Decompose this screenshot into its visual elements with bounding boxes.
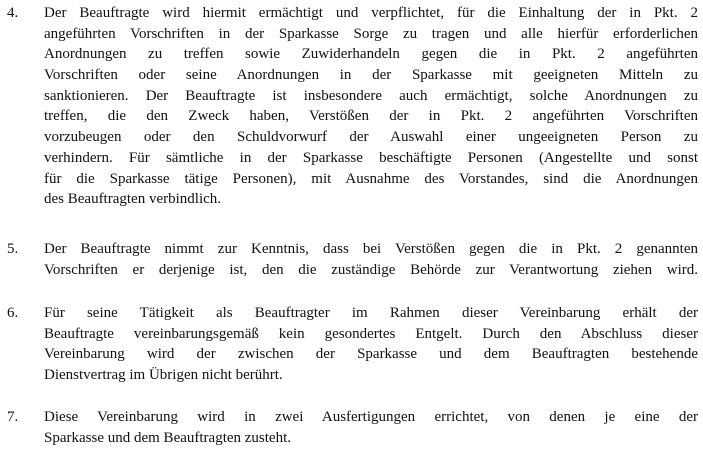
text-line: Vorschriften er derjenige ist, den die zuständige Behörde zur Verantwortung ziehen wird. — [44, 261, 698, 278]
clause-text — [44, 407, 698, 448]
text-line: Der Beauftragte nimmt zur Kenntnis, dass bei Verstößen gegen die in Pkt. 2 genannten — [44, 241, 698, 257]
text-line: Der Beauftragte wird hiermit ermächtigt und verpflichtet, für die Einhaltung der in Pkt. 2 — [44, 5, 698, 21]
text-line: des Beauftragten verbindlich. — [44, 191, 222, 208]
clause-number: 7. — [7, 409, 19, 425]
text-line: vorzubeugen oder den Schuldvorwurf der Auswahl einer ungeeigneten Person zu — [44, 129, 698, 146]
text-line: Für seine Tätigkeit als Beauftragter im Rahmen dieser Vereinbarung erhält der — [44, 305, 698, 321]
clause-text — [44, 303, 698, 386]
text-line: Dienstvertrag im Übrigen nicht berührt. — [44, 367, 283, 384]
text-line: für die Sparkasse tätige Personen), mit Ausnahme des Vorstandes, sind die Anordnungen — [44, 170, 698, 187]
text-line: Vorschriften oder seine Anordnungen in der Sparkasse mit geeigneten Mitteln zu — [44, 67, 698, 84]
clause-number: 4. — [7, 5, 19, 21]
text-line: Beauftragte vereinbarungsgemäß kein gesondertes Entgelt. Durch den Abschluss dieser — [44, 325, 698, 342]
text-line: sanktionieren. Der Beauftragte ist insbesondere auch ermächtigt, solche Anordnungen zu — [44, 87, 698, 104]
text-line: angeführten Vorschriften in der Sparkasse Sorge zu tragen und alle hierfür erforderlichen — [44, 25, 698, 42]
clause-number: 6. — [7, 305, 19, 321]
text-line: Vereinbarung wird der zwischen der Sparkasse und dem Beauftragten bestehende — [44, 346, 698, 363]
text-line: verhindern. Für sämtliche in der Sparkasse beschäftigte Personen (Angestellte und sonst — [44, 149, 698, 166]
clause-text — [44, 3, 698, 210]
text-line: Anordnungen zu treffen sowie Zuwiderhandeln gegen die in Pkt. 2 angeführten — [44, 46, 698, 63]
text-line: treffen, die den Zweck haben, Verstößen der in Pkt. 2 angeführten Vorschriften — [44, 108, 698, 125]
text-line: Sparkasse und dem Beauftragten zusteht. — [44, 429, 292, 446]
text-line: Diese Vereinbarung wird in zwei Ausfertigungen errichtet, von denen je eine der — [44, 409, 698, 425]
clause-number: 5. — [7, 241, 19, 257]
clause-text — [44, 239, 698, 280]
